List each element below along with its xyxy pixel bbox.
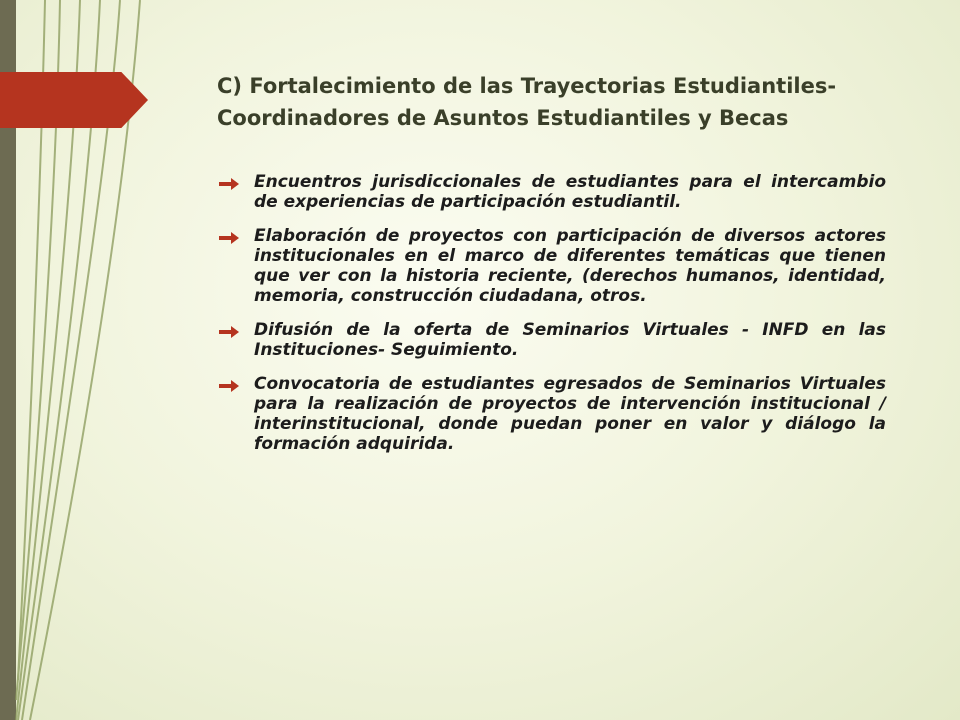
list-item — [218, 172, 886, 212]
slide-title-line: Coordinadores de Asuntos Estudiantiles y Becas — [217, 106, 789, 130]
right-arrow-icon — [218, 231, 240, 245]
bullet-text: Difusión de la oferta de Seminarios Virtuales - INFD en las Instituciones- Seguimiento. — [254, 320, 886, 360]
bullet-list — [218, 172, 886, 468]
bullet-text: Elaboración de proyectos con participación de diversos actores institucionales en el marco de diferentes temáticas que tienen que ver con la historia reciente, (derechos humanos, identidad, memoria, construcción ciudadana, otros. — [254, 226, 886, 306]
title-banner — [0, 72, 148, 128]
slide-title-line: C) Fortalecimiento de las Trayectorias Estudiantiles- — [217, 74, 837, 98]
list-item — [218, 374, 886, 454]
right-arrow-icon — [218, 325, 240, 339]
slide-title — [217, 70, 917, 134]
right-arrow-icon — [218, 177, 240, 191]
right-arrow-icon — [218, 379, 240, 393]
bullet-text: Encuentros jurisdiccionales de estudiantes para el intercambio de experiencias de participación estudiantil. — [254, 172, 886, 212]
list-item — [218, 226, 886, 306]
list-item — [218, 320, 886, 360]
bullet-text: Convocatoria de estudiantes egresados de Seminarios Virtuales para la realización de proyectos de intervención institucional / interinstitucional, donde puedan poner en valor y diálogo la formación adquirida. — [254, 374, 886, 454]
